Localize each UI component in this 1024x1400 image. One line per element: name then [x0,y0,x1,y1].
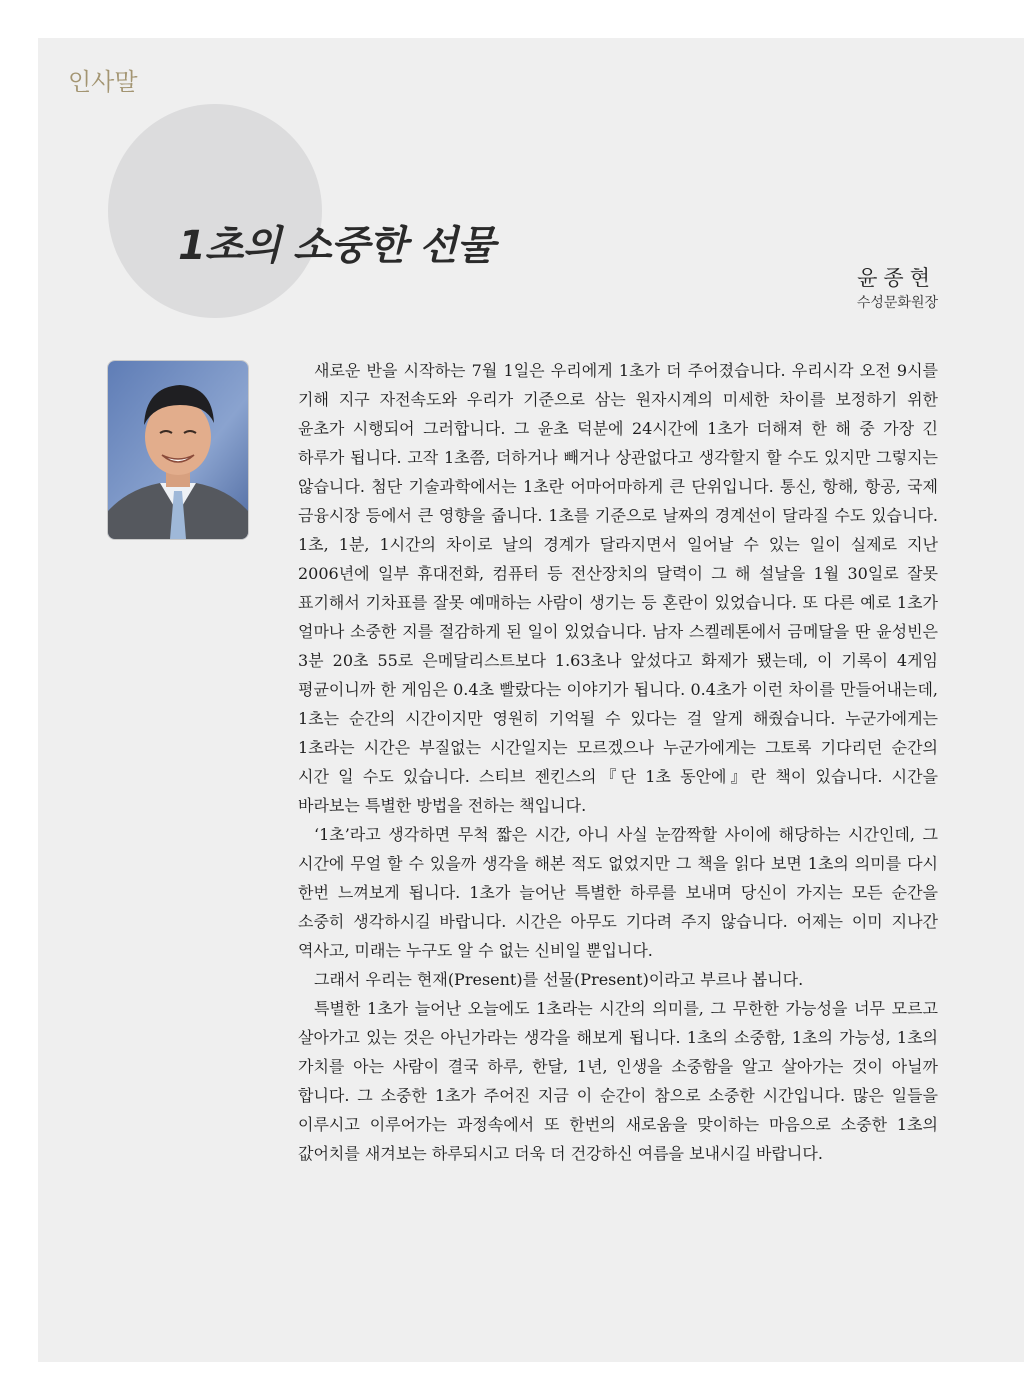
author-role: 수성문화원장 [856,295,938,311]
author-name: 윤종현 [857,266,936,290]
paragraph: ‘1초’라고 생각하면 무척 짧은 시간, 아니 사실 눈깜짝할 사이에 해당하는 시간인데, 그 시간에 무얼 할 수 있을까 생각을 해본 적도 없었지만 그 책을 읽다 보면 1초의 의미를 다시 한번 느껴보게 됩니다. 1초가 늘어난 특별한 하루를 보내며 당신이 가지는 모든 순간을 소중히 생각하시길 바랍니다. 시간은 아무도 기다려 주지 않습니다. 어제는 이미 지나간 역사고, 미래는 누구도 알 수 없는 신비일 뿐입니다. [298,825,938,960]
article-body [298,356,938,1168]
section-label: 인사말 [68,68,138,96]
page [38,38,1024,1362]
author-photo [107,360,249,540]
paragraph: 새로운 반을 시작하는 7월 1일은 우리에게 1초가 더 주어졌습니다. 우리시각 오전 9시를 기해 지구 자전속도와 우리가 기준으로 삼는 원자시계의 미세한 차이를 보정하기 위한 윤초가 시행되어 그러합니다. 그 윤초 덕분에 24시간에 1초가 더해져 한 해 중 가장 긴 하루가 됩니다. 고작 1초쯤, 더하거나 빼거나 상관없다고 생각할지 할 수도 있지만 그렇지는 않습니다. 첨단 기술과학에서는 1초란 어마어마하게 큰 단위입니다. 통신, 항해, 항공, 국제 금융시장 등에서 큰 영향을 줍니다. 1초를 기준으로 날짜의 경계선이 달라질 수도 있습니다. 1초, 1분, 1시간의 차이로 날의 경계가 달라지면서 일어날 수 있는 일이 실제로 지난 2006년에 일부 휴대전화, 컴퓨터 등 전산장치의 달력이 그 해 설날을 1월 30일로 잘못 표기해서 기차표를 잘못 예매하는 사람이 생기는 등 혼란이 있었습니다. 또 다른 예로 1초가 얼마나 소중한 지를 절감하게 된 일이 있었습니다. 남자 스켈레톤에서 금메달을 딴 윤성빈은 3분 20초 55로 은메달리스트보다 1.63초나 앞섰다고 화제가 됐는데, 이 기록이 4게임 평균이니까 한 게임은 0.4초 빨랐다는 이야기가 됩니다. 0.4초가 이런 차이를 만들어내는데, 1초는 순간의 시간이지만 영원히 기억될 수 있다는 걸 알게 해줬습니다. 누군가에게는 1초라는 시간은 부질없는 시간일지는 모르겠으나 누군가에게는 그토록 기다리던 순간의 시간 일 수도 있습니다. 스티브 젠킨스의『단 1초 동안에』란 책이 있습니다. 시간을 바라보는 특별한 방법을 전하는 책입니다. [298,361,938,815]
article-title: 1초의 소중한 선물 [178,223,495,269]
paragraph: 그래서 우리는 현재(Present)를 선물(Present)이라고 부르나 봅니다. [314,970,804,989]
paragraph: 특별한 1초가 늘어난 오늘에도 1초라는 시간의 의미를, 그 무한한 가능성을 너무 모르고 살아가고 있는 것은 아닌가라는 생각을 해보게 됩니다. 1초의 소중함, 1초의 가능성, 1초의 가치를 아는 사람이 결국 하루, 한달, 1년, 인생을 소중함을 알고 살아가는 것이 아닐까 합니다. 그 소중한 1초가 주어진 지금 이 순간이 참으로 소중한 시간입니다. 많은 일들을 이루시고 이루어가는 과정속에서 또 한번의 새로움을 맞이하는 마음으로 소중한 1초의 값어치를 새겨보는 하루되시고 더욱 더 건강하신 여름을 보내시길 바랍니다. [298,999,938,1163]
decorative-circle [108,104,322,318]
